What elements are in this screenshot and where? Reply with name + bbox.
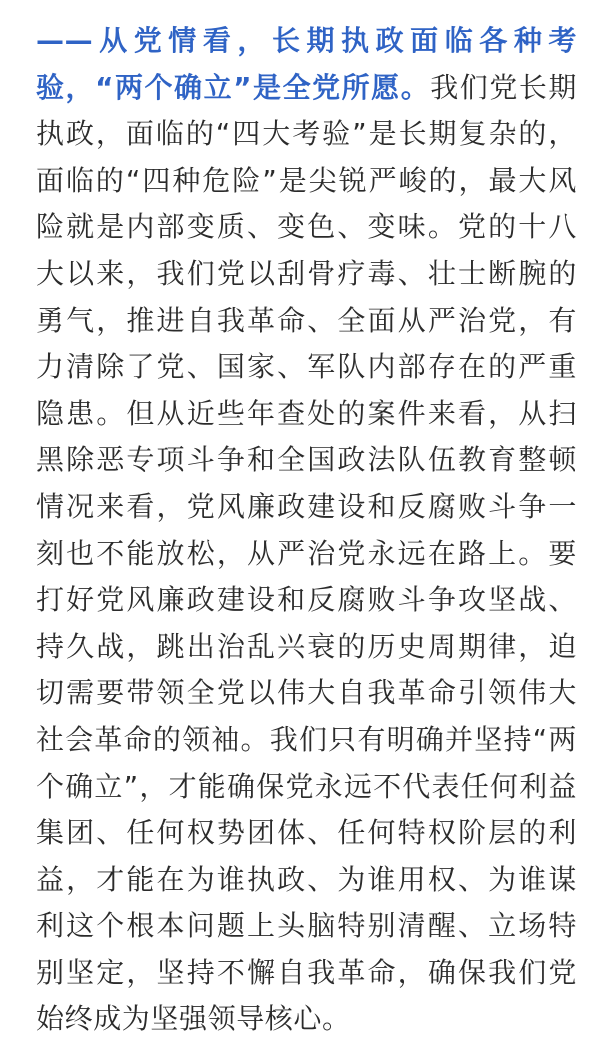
article-heading: ——从党情看，长期执政面临各种考验，“两个确立”是全党所愿。	[36, 24, 577, 104]
article-body: 我们党长期执政，面临的“四大考验”是长期复杂的，面临的“四种危险”是尖锐严峻的，最大风险就是内部变质、变色、变味。党的十八大以来，我们党以刮骨疗毒、壮士断腕的勇气，推进自我革命、全面从严治党，有力清除了党、国家、军队内部存在的严重隐患。但从近些年查处的案件来看，从扫黑除恶专项斗争和全国政法队伍教育整顿情况来看，党风廉政建设和反腐败斗争一刻也不能放松，从严治党永远在路上。要打好党风廉政建设和反腐败斗争攻坚战、持久战，跳出治乱兴衰的历史周期律，迫切需要带领全党以伟大自我革命引领伟大社会革命的领袖。我们只有明确并坚持“两个确立”，才能确保党永远不代表任何利益集团、任何权势团体、任何特权阶层的利益，才能在为谁执政、为谁用权、为谁谋利这个根本问题上头脑特别清醒、立场特别坚定，坚持不懈自我革命，确保我们党始终成为坚强领导核心。	[36, 70, 577, 1036]
article-paragraph	[36, 18, 577, 1043]
